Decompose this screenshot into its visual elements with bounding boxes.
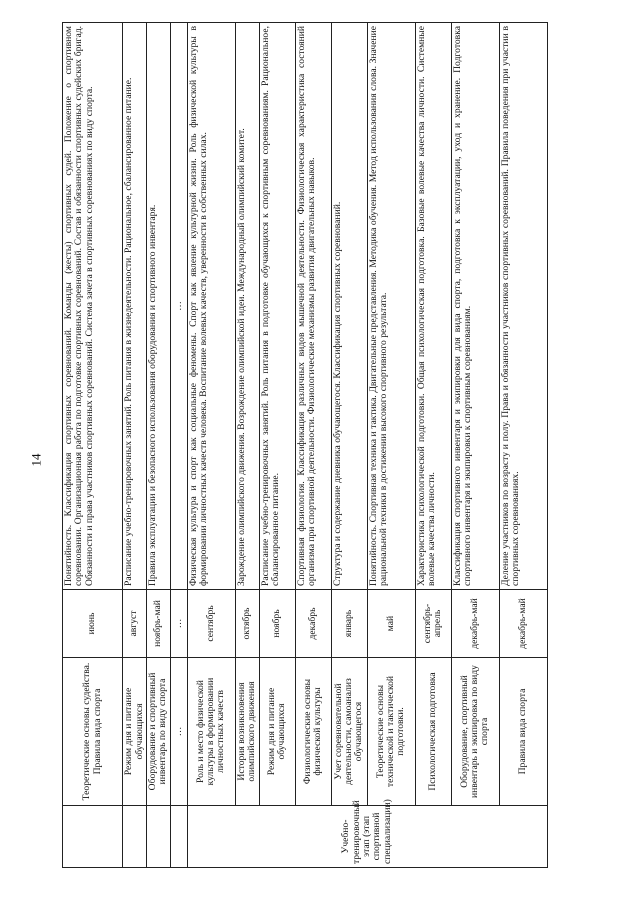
content-cell: Деление участников по возрасту и полу. Права и обязанности участников спортивных соревнований. Правила поведения при участии в спортивных соревнованиях.: [499, 23, 547, 590]
rotated-table-wrapper: [62, 23, 546, 868]
content-cell: Физическая культура и спорт как социальные феномены. Спорт как явление культурной жизни. Роль физической культуры в формировании личностных качеств человека. Воспитание волевых качеств, уверенности в собственных силах.: [187, 23, 235, 590]
topic-cell: Теоретические основы технической и тактической подготовки.: [367, 658, 415, 806]
month-cell: …: [170, 590, 187, 658]
content-cell: …: [170, 23, 187, 590]
topic-cell: …: [170, 658, 187, 806]
table-row: [63, 23, 123, 868]
content-cell: Правила эксплуатации и безопасного использования оборудования и спортивного инвентаря.: [147, 23, 171, 590]
topic-cell: Режим дня и питание обучающихся: [259, 658, 295, 806]
month-cell: декабрь-май: [451, 590, 499, 658]
stage-cell: [63, 806, 123, 868]
table-row: [415, 23, 451, 868]
content-cell: Понятийность. Спортивная техника и тактика. Двигательные представления. Методика обучения. Метод использования слова. Значение рациональной техники в достижении высокого спортивного результата.: [367, 23, 415, 590]
month-cell: май: [367, 590, 415, 658]
table-row: [187, 23, 235, 868]
topic-cell: Учет соревновательной деятельности, самоанализ обучающегося: [331, 658, 367, 806]
table-row: [170, 23, 187, 868]
table-row: [259, 23, 295, 868]
topic-cell: Оборудование и спортивный инвентарь по виду спорта: [147, 658, 171, 806]
content-cell: Структура и содержание дневника обучающегося. Классификация спортивных соревнований.: [331, 23, 367, 590]
content-cell: Спортивная физиология. Классификация различных видов мышечной деятельности. Физиологическая характеристика состояний организма при спортивной деятельности. Физиологические механизмы развития двигательных навыков.: [295, 23, 331, 590]
table-row: [331, 23, 367, 868]
topic-cell: Правила вида спорта: [499, 658, 547, 806]
table-row: [451, 23, 499, 868]
month-cell: август: [123, 590, 147, 658]
month-cell: сентябрь-апрель: [415, 590, 451, 658]
month-cell: декабрь: [295, 590, 331, 658]
content-cell: Расписание учебно-тренировочных занятий. Роль питания в жизнедеятельности. Рациональное, сбалансированное питание.: [123, 23, 147, 590]
table-row: [235, 23, 259, 868]
stage-cell: [147, 806, 171, 868]
curriculum-table: [62, 22, 548, 868]
table-row: [295, 23, 331, 868]
topic-cell: Теоретические основы судейства. Правила вида спорта: [63, 658, 123, 806]
content-cell: Расписание учебно-тренировочных занятий. Роль питания в подготовке обучающихся к спортивным соревнованиям. Рациональное, сбалансированное питание.: [259, 23, 295, 590]
topic-cell: История возникновения олимпийского движения: [235, 658, 259, 806]
table-row: [123, 23, 147, 868]
month-cell: июнь: [63, 590, 123, 658]
stage-cell: [170, 806, 187, 868]
month-cell: декабрь-май: [499, 590, 547, 658]
month-cell: сентябрь: [187, 590, 235, 658]
content-cell: Понятийность. Классификация спортивных соревнований. Команды (жесты) спортивных судей. Положение о спортивном соревновании. Организационная работа по подготовке спортивных соревнований. Состав и обязанности спортивных судейских бригад. Обязанности и права участников спортивных соревнований. Система зачета в спортивных соревнованиях по виду спорта.: [63, 23, 123, 590]
content-cell: Зарождение олимпийского движения. Возрождение олимпийской идеи. Международный олимпийский комитет.: [235, 23, 259, 590]
topic-cell: Режим дня и питание обучающихся: [123, 658, 147, 806]
table-row: [499, 23, 547, 868]
month-cell: ноябрь-май: [147, 590, 171, 658]
topic-cell: Психологическая подготовка: [415, 658, 451, 806]
month-cell: ноябрь: [259, 590, 295, 658]
content-cell: Характеристика психологической подготовки. Общая психологическая подготовка. Базовые волевые качества личности. Системные волевые качества личности.: [415, 23, 451, 590]
topic-cell: Роль и место физической культуры в формировании личностных качеств: [187, 658, 235, 806]
topic-cell: Физиологические основы физической культуры: [295, 658, 331, 806]
content-cell: Классификация спортивного инвентаря и экипировки для вида спорта, подготовка к эксплуатации, уход и хранение. Подготовка спортивного инвентаря и экипировки к спортивным соревнованиям.: [451, 23, 499, 590]
stage-cell: Учебно-тренировочный этап (этап спортивной специализации): [187, 806, 547, 868]
stage-cell: [123, 806, 147, 868]
page-number: 14: [28, 453, 44, 467]
month-cell: октябрь: [235, 590, 259, 658]
table-row: [147, 23, 171, 868]
table-row: [367, 23, 415, 868]
month-cell: январь: [331, 590, 367, 658]
topic-cell: Оборудование, спортивный инвентарь и экипировка по виду спорта: [451, 658, 499, 806]
